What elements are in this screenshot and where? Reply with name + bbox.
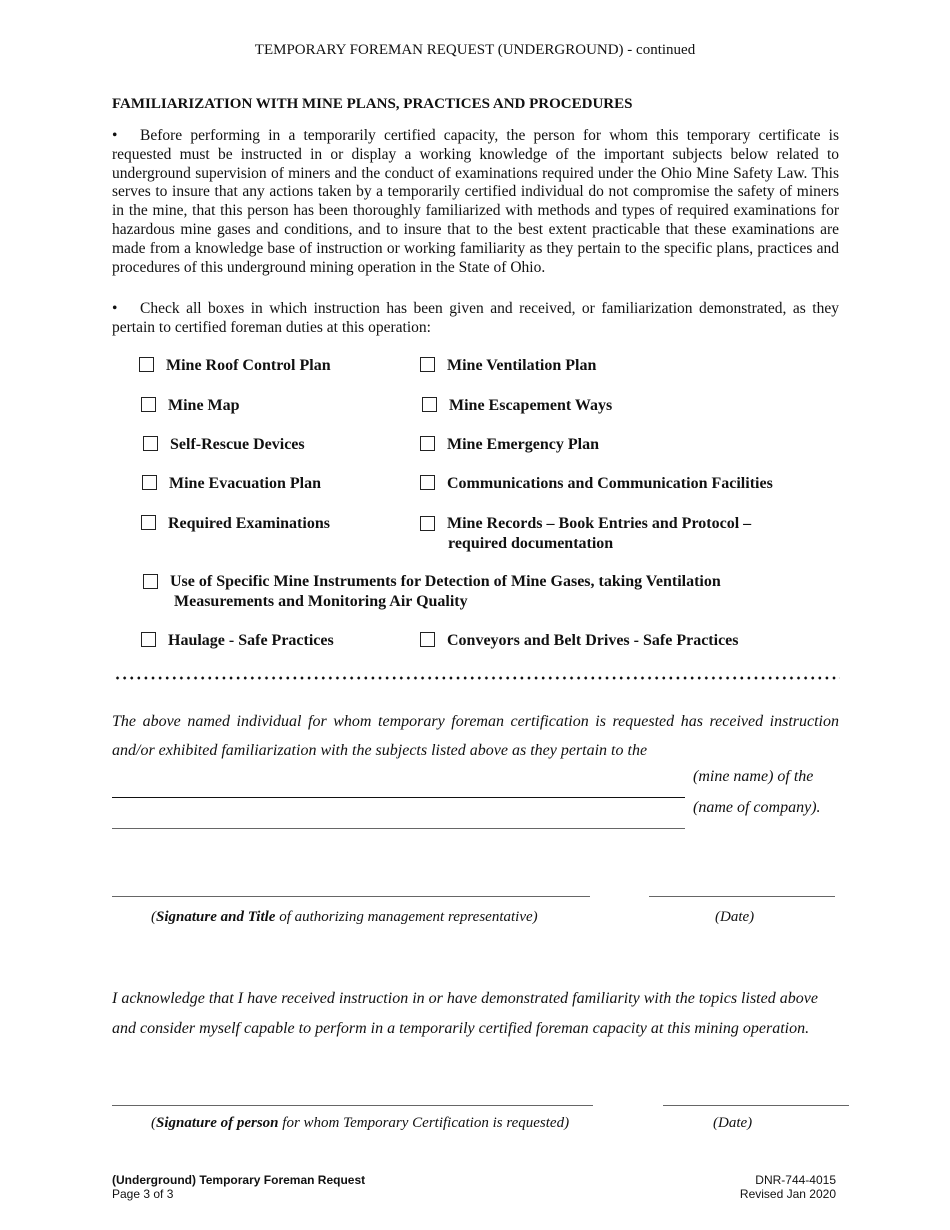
caption-bold: Signature and Title bbox=[156, 909, 276, 925]
checkbox[interactable] bbox=[141, 397, 156, 412]
checkbox-label: Mine Roof Control Plan bbox=[166, 357, 331, 374]
checkbox-label-line: Measurements and Monitoring Air Quality bbox=[174, 593, 468, 610]
checkbox-label: Haulage - Safe Practices bbox=[168, 632, 334, 649]
checkbox[interactable] bbox=[139, 357, 154, 372]
checkbox[interactable] bbox=[420, 632, 435, 647]
checkbox-label-line: Use of Specific Mine Instruments for Detection of Mine Gases, taking Ventilation bbox=[170, 573, 721, 590]
checkbox-item-mine-map[interactable] bbox=[141, 396, 240, 416]
management-signature-field[interactable] bbox=[112, 896, 590, 897]
caption-rest: of authorizing management representative) bbox=[275, 909, 538, 925]
management-signature-caption bbox=[151, 909, 538, 926]
management-date-field[interactable] bbox=[649, 896, 835, 897]
management-date-caption: (Date) bbox=[715, 909, 755, 925]
checkbox-item-records[interactable] bbox=[420, 514, 751, 554]
checkbox[interactable] bbox=[141, 515, 156, 530]
person-date-caption: (Date) bbox=[713, 1115, 753, 1131]
intro-text-2: Check all boxes in which instruction has been given and received, or familiarization demonstrated, as they pertain to certified foreman duties at this operation: bbox=[112, 300, 839, 336]
acknowledgement-text: I acknowledge that I have received instruction in or have demonstrated familiarity with the topics listed above and consider myself capable to perform in a temporarily certified foreman capacity at this mining operation. bbox=[112, 990, 818, 1037]
footer-form-number: DNR-744-4015 bbox=[755, 1173, 836, 1187]
checkbox-item-haulage[interactable] bbox=[141, 631, 334, 651]
checkbox-label: Mine Escapement Ways bbox=[449, 397, 613, 414]
checkbox[interactable] bbox=[422, 397, 437, 412]
caption-rest: for whom Temporary Certification is requested) bbox=[278, 1115, 570, 1131]
section-title: FAMILIARIZATION WITH MINE PLANS, PRACTICES AND PROCEDURES bbox=[112, 96, 633, 112]
checkbox[interactable] bbox=[142, 475, 157, 490]
checkbox[interactable] bbox=[141, 632, 156, 647]
statement-text: The above named individual for whom temporary foreman certification is requested has received instruction and/or exhibited familiarization with the subjects listed above as they pertain to the bbox=[112, 713, 839, 759]
caption-bold: Signature of person bbox=[156, 1115, 279, 1131]
intro-paragraph-1 bbox=[112, 127, 839, 277]
person-signature-caption bbox=[151, 1115, 569, 1132]
footer-left bbox=[112, 1173, 365, 1201]
company-name-label: (name of company). bbox=[693, 799, 821, 816]
checkbox[interactable] bbox=[420, 475, 435, 490]
checkbox[interactable] bbox=[420, 436, 435, 451]
footer-page-number: Page 3 of 3 bbox=[112, 1187, 174, 1201]
checkbox-item-ventilation[interactable] bbox=[420, 356, 596, 376]
caption-paren: ( bbox=[151, 909, 156, 925]
page-header: TEMPORARY FOREMAN REQUEST (UNDERGROUND) - continued bbox=[254, 42, 696, 58]
checkbox[interactable] bbox=[143, 436, 158, 451]
checkbox-item-evacuation[interactable] bbox=[142, 474, 321, 494]
checkbox-label: Mine Evacuation Plan bbox=[169, 475, 322, 492]
checkbox-label-line: Mine Records – Book Entries and Protocol – bbox=[447, 515, 752, 532]
intro-paragraph-2 bbox=[112, 300, 839, 338]
checkbox-label: Mine Map bbox=[168, 397, 240, 414]
checkbox-item-instruments[interactable] bbox=[143, 572, 721, 612]
footer-right bbox=[740, 1173, 836, 1201]
dotted-divider bbox=[114, 676, 840, 680]
checkbox[interactable] bbox=[420, 357, 435, 372]
checkbox[interactable] bbox=[420, 516, 435, 531]
person-signature-field[interactable] bbox=[112, 1105, 593, 1106]
bullet-icon: • bbox=[112, 127, 118, 144]
checkbox-item-emergency[interactable] bbox=[420, 435, 599, 455]
caption-paren: ( bbox=[151, 1115, 156, 1131]
bullet-icon: • bbox=[112, 300, 118, 317]
checkbox-label: Conveyors and Belt Drives - Safe Practices bbox=[447, 632, 739, 649]
company-name-field[interactable] bbox=[112, 828, 685, 829]
checkbox-label-line: required documentation bbox=[448, 535, 614, 552]
checkbox-label bbox=[447, 514, 751, 554]
checkbox-item-required-exams[interactable] bbox=[141, 514, 330, 534]
mine-name-label: (mine name) of the bbox=[693, 768, 814, 785]
checkbox-item-self-rescue[interactable] bbox=[143, 435, 305, 455]
checkbox-label bbox=[170, 572, 721, 612]
intro-text-1: Before performing in a temporarily certified capacity, the person for whom this temporary certificate is requested must be instructed in or display a working knowledge of the important subjects below related to underground supervision of miners and the conduct of examinations required under the Ohio Mine Safety Law. This serves to insure that any actions taken by a temporarily certified individual do not compromise the safety of miners in the mine, that this person has been thoroughly familiarized with methods and types of required examinations for hazardous mine gases and conditions, and to insure that to the best extent practicable that these examinations are made from a knowledge base of instruction or working familiarity as they pertain to the specific plans, practices and procedures of this underground mining operation in the State of Ohio. bbox=[112, 127, 839, 276]
footer-form-title: (Underground) Temporary Foreman Request bbox=[112, 1173, 366, 1187]
checkbox-label: Communications and Communication Facilities bbox=[447, 475, 773, 492]
footer-revised: Revised Jan 2020 bbox=[739, 1187, 836, 1201]
checkbox-item-communications[interactable] bbox=[420, 474, 773, 494]
mine-name-field[interactable] bbox=[112, 797, 685, 798]
checkbox-label: Required Examinations bbox=[168, 515, 330, 532]
checkbox-item-conveyors[interactable] bbox=[420, 631, 739, 651]
person-date-field[interactable] bbox=[663, 1105, 849, 1106]
checkbox-item-roof-control[interactable] bbox=[139, 356, 331, 376]
checkbox-label: Mine Emergency Plan bbox=[447, 436, 599, 453]
checkbox-label: Self-Rescue Devices bbox=[170, 436, 305, 453]
checkbox-item-escapement[interactable] bbox=[422, 396, 612, 416]
checkbox-label: Mine Ventilation Plan bbox=[447, 357, 597, 374]
checkbox[interactable] bbox=[143, 574, 158, 589]
